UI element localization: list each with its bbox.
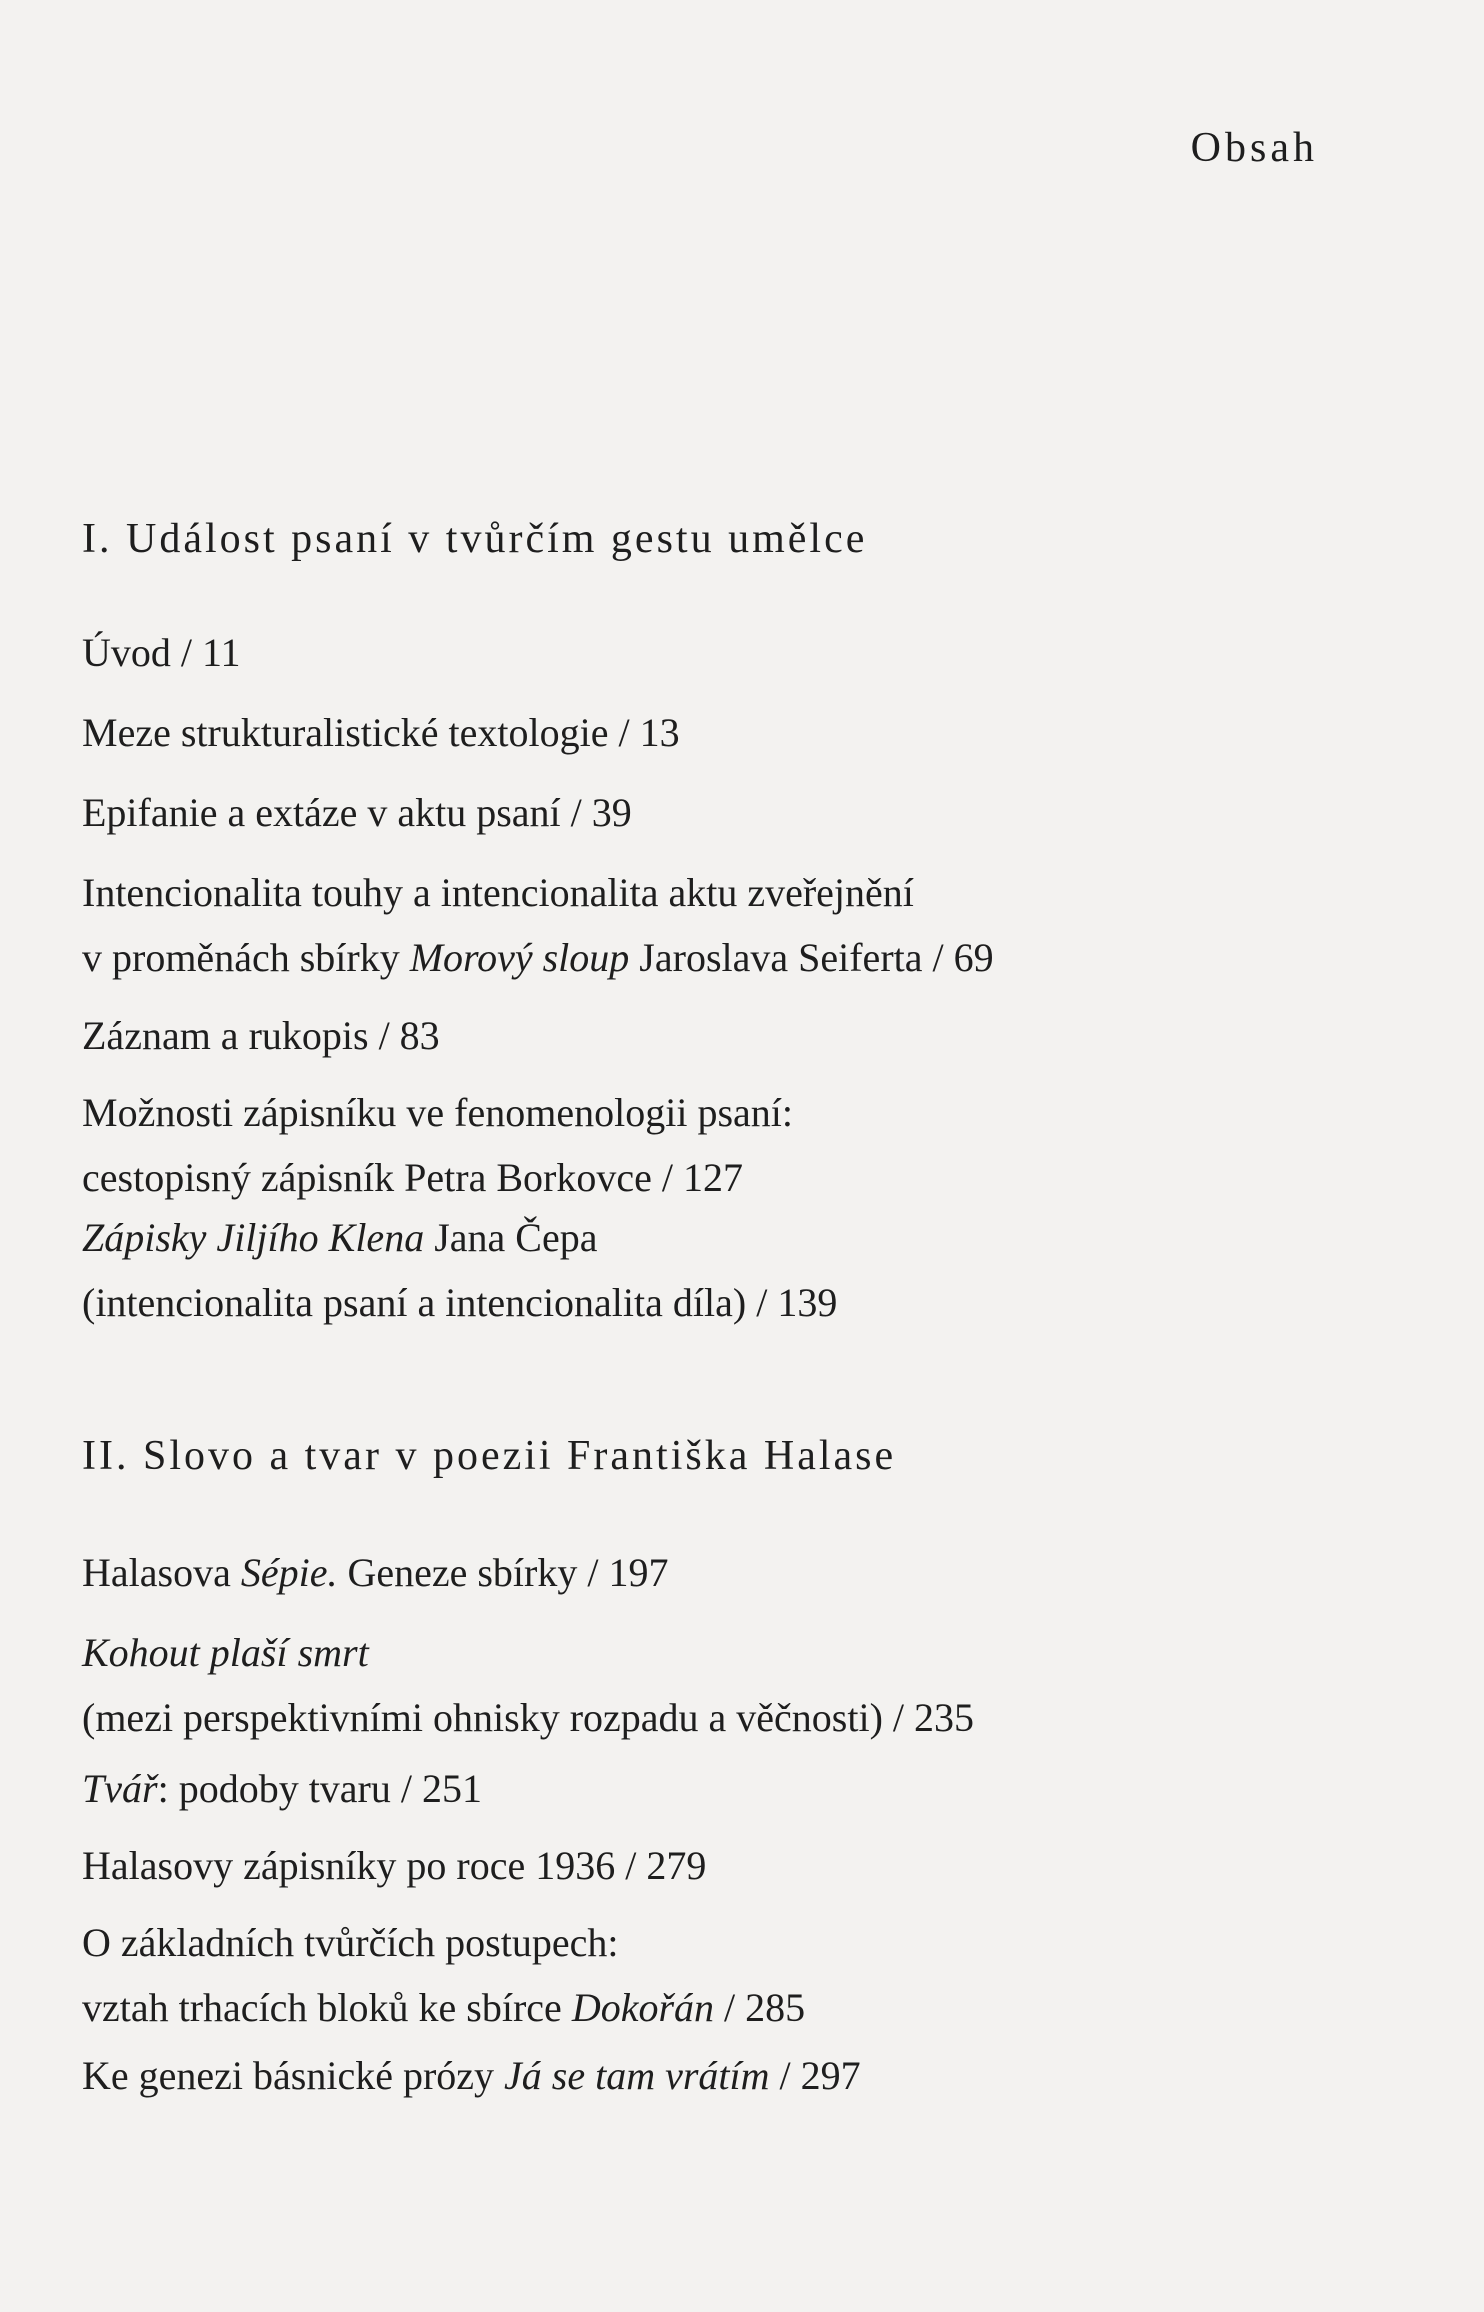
section-title-1: I. Událost psaní v tvůrčím gestu umělce bbox=[82, 516, 868, 562]
toc-entry bbox=[82, 2043, 861, 2108]
toc-entry bbox=[82, 1540, 668, 1605]
entry-italic-title: Tvář bbox=[82, 1766, 158, 1811]
entry-text: Jana Čepa bbox=[424, 1215, 598, 1260]
entry-text bbox=[82, 2043, 861, 2108]
entry-italic-title: Dokořán bbox=[571, 1985, 715, 2030]
section-title-2: II. Slovo a tvar v poezii Františka Halase bbox=[82, 1433, 897, 1479]
entry-text: Geneze sbírky / 197 bbox=[337, 1550, 669, 1595]
entry-italic-title: Zápisky Jiljího Klena bbox=[82, 1215, 425, 1260]
entry-text-line-1: Intencionalita touhy a intencionalita aktu zveřejnění bbox=[82, 870, 914, 915]
entry-text: Halasovy zápisníky po roce 1936 / 279 bbox=[82, 1843, 707, 1888]
entry-text: vztah trhacích bloků ke sbírce bbox=[82, 1985, 572, 2030]
entry-text-line-2 bbox=[82, 1975, 805, 2040]
toc-entry bbox=[82, 1833, 706, 1898]
entry-text-line-2: (mezi perspektivními ohnisky rozpadu a věčnosti) / 235 bbox=[82, 1695, 975, 1740]
entry-text: Halasova bbox=[82, 1550, 241, 1595]
entry-text: / 297 bbox=[769, 2053, 861, 2098]
toc-entry bbox=[82, 620, 241, 685]
entry-text-line-1: O základních tvůrčích postupech: bbox=[82, 1920, 619, 1965]
page-title: Obsah bbox=[1190, 125, 1318, 171]
entry-text: Epifanie a extáze v aktu psaní / 39 bbox=[82, 790, 632, 835]
entry-text: : podoby tvaru / 251 bbox=[157, 1766, 482, 1811]
entry-text: / 285 bbox=[714, 1985, 806, 2030]
entry-italic-title: Kohout plaší smrt bbox=[82, 1630, 369, 1675]
entry-text-line-1: Možnosti zápisníku ve fenomenologii psaní: bbox=[82, 1090, 793, 1135]
toc-entry bbox=[82, 700, 680, 765]
entry-text: Úvod / 11 bbox=[82, 630, 241, 675]
entry-italic-title: Sépie. bbox=[240, 1550, 338, 1595]
toc-entry bbox=[82, 1620, 974, 1750]
toc-entry bbox=[82, 860, 994, 990]
toc-entry bbox=[82, 1003, 440, 1068]
entry-text: v proměnách sbírky bbox=[82, 935, 410, 980]
entry-italic-title: Já se tam vrátím bbox=[504, 2053, 770, 2098]
entry-text: Jaroslava Seiferta / 69 bbox=[629, 935, 994, 980]
entry-text-line-2: cestopisný zápisník Petra Borkovce / 127 bbox=[82, 1155, 743, 1200]
entry-text-line-1 bbox=[82, 1205, 837, 1270]
entry-text-line-2 bbox=[82, 925, 994, 990]
entry-italic-title: Morový sloup bbox=[409, 935, 630, 980]
entry-text: Ke genezi básnické prózy bbox=[82, 2053, 505, 2098]
entry-text bbox=[82, 1756, 482, 1821]
toc-entry bbox=[82, 1080, 793, 1210]
toc-entry bbox=[82, 1205, 837, 1335]
entry-text bbox=[82, 1540, 668, 1605]
entry-text-line-2: (intencionalita psaní a intencionalita díla) / 139 bbox=[82, 1280, 838, 1325]
entry-text: Meze strukturalistické textologie / 13 bbox=[82, 710, 680, 755]
toc-entry bbox=[82, 780, 632, 845]
toc-entry bbox=[82, 1756, 482, 1821]
toc-entry bbox=[82, 1910, 805, 2040]
entry-text: Záznam a rukopis / 83 bbox=[82, 1013, 440, 1058]
